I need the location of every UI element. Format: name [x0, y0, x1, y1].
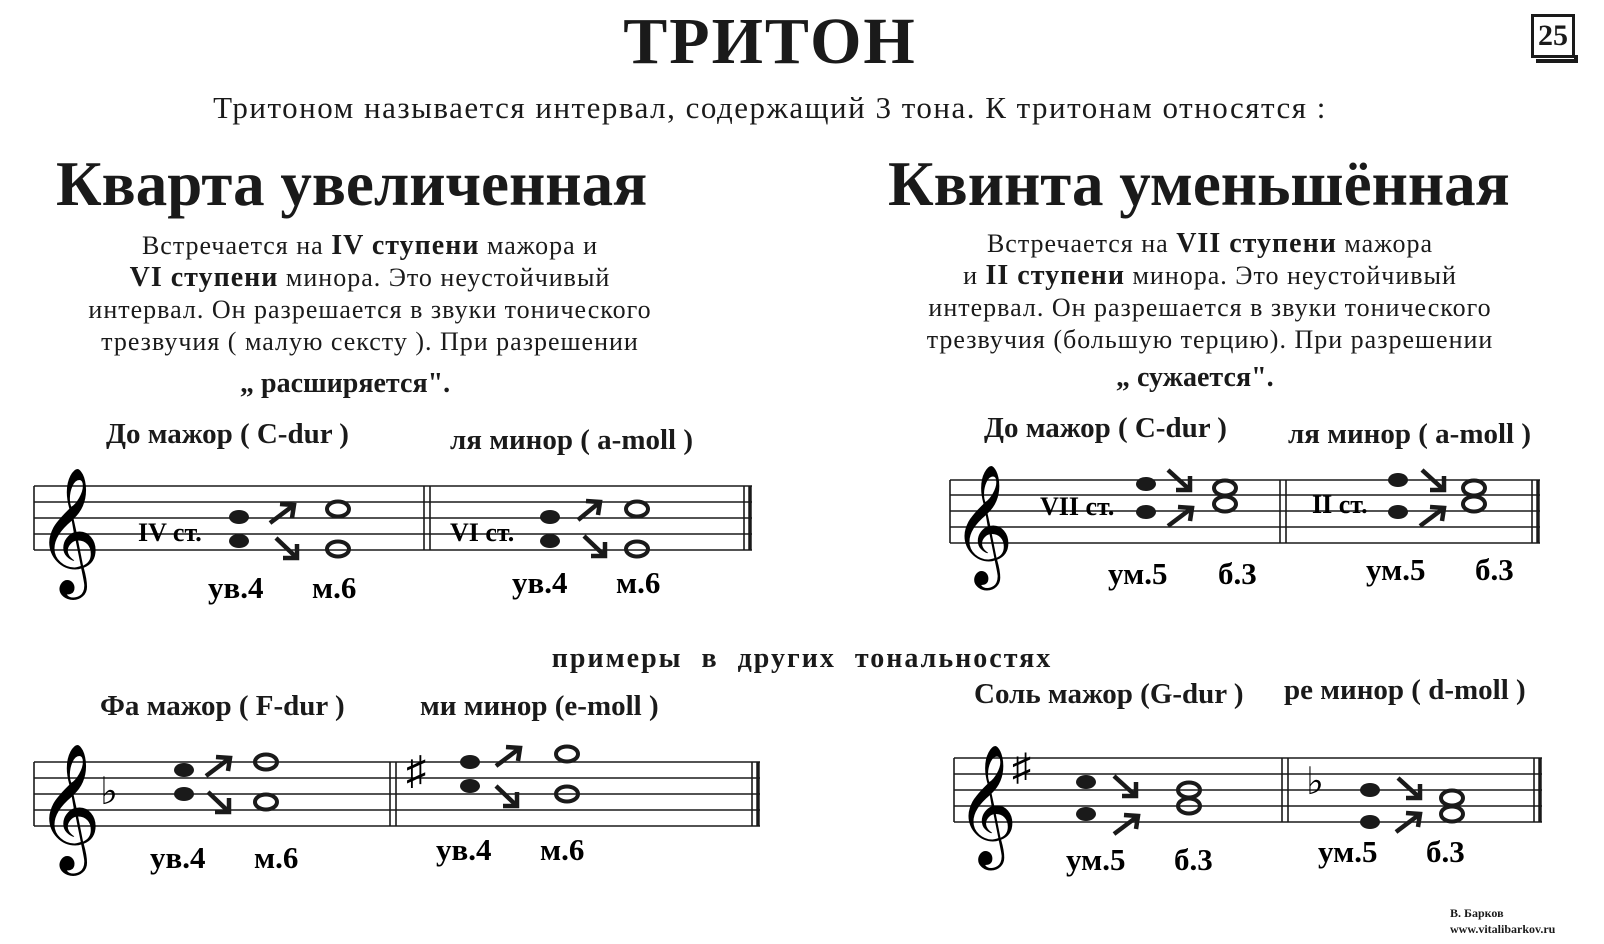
- whole-note: [327, 542, 349, 557]
- whole-note: [1214, 481, 1236, 496]
- whole-note: [1463, 497, 1485, 512]
- flat-icon: ♭: [1306, 761, 1324, 803]
- other-keys-heading: примеры в других тональностях: [551, 643, 1053, 674]
- whole-note: [1463, 481, 1485, 496]
- left-key-a-minor: ля минор ( a-moll ): [450, 424, 694, 456]
- whole-note: [626, 542, 648, 557]
- text-span: Встречается на: [141, 231, 332, 260]
- degree-label: VI ст.: [450, 518, 515, 547]
- right-desc-line-2: [880, 260, 1540, 292]
- note-head: [1076, 775, 1096, 789]
- flat-icon: ♭: [100, 771, 118, 813]
- note-head: [229, 534, 249, 548]
- interval-label: м.6: [312, 570, 357, 605]
- interval-label: б.3: [1475, 552, 1514, 587]
- whole-note: [1441, 791, 1463, 806]
- text-span: и: [963, 261, 986, 290]
- interval-label: ув.4: [512, 565, 568, 600]
- left-desc-line-1: [40, 230, 700, 262]
- whole-note: [626, 502, 648, 517]
- bold-span: II ступени: [985, 260, 1125, 291]
- left-description: [40, 230, 700, 358]
- arrow-up-right-icon: [496, 747, 520, 766]
- text-span: минора. Это неустойчивый: [1124, 261, 1457, 290]
- interval-label: м.6: [616, 565, 661, 600]
- text-span: мажора и: [479, 231, 599, 260]
- arrow-down-right-icon: [1398, 778, 1420, 798]
- right-key-c-major: До мажор ( C-dur ): [984, 412, 1227, 444]
- interval-label: ум.5: [1066, 842, 1126, 877]
- left-desc-line-4: трезвучия ( малую сексту ). При разрешении: [101, 327, 639, 356]
- arrow-up-right-icon: [1168, 507, 1192, 526]
- left-heading: Кварта увеличенная: [56, 149, 648, 219]
- right-heading: Квинта уменьшённая: [888, 149, 1510, 219]
- staff-aug4-c-a: [0, 450, 780, 610]
- bold-span: IV ступени: [331, 230, 480, 261]
- interval-label: б.3: [1174, 842, 1213, 877]
- credit-author: В. Барков: [1450, 906, 1504, 920]
- right-key-d-minor: ре минор ( d-moll ): [1284, 674, 1526, 706]
- text-span: Встречается на: [986, 229, 1177, 258]
- left-desc-line-2: [40, 262, 700, 294]
- degree-label: II ст.: [1312, 490, 1368, 519]
- arrow-down-right-icon: [208, 792, 229, 812]
- staff-dim5-g-d: [900, 720, 1560, 890]
- left-key-c-major: До мажор ( C-dur ): [106, 418, 349, 450]
- interval-label: ум.5: [1108, 556, 1168, 591]
- staff-dim5-c-a: [900, 450, 1560, 600]
- whole-note: [1214, 497, 1236, 512]
- whole-note: [327, 502, 349, 517]
- note-head: [460, 755, 480, 769]
- arrow-up-right-icon: [1114, 815, 1138, 834]
- left-desc-line-3: интервал. Он разрешается в звуки тонического: [88, 295, 652, 324]
- note-head: [1388, 505, 1408, 519]
- right-desc-line-4: трезвучия (большую терцию). При разрешении: [926, 325, 1494, 354]
- interval-label: б.3: [1426, 834, 1465, 869]
- right-emphasis: „ сужается".: [1116, 362, 1274, 393]
- text-span: минора. Это неустойчивый: [278, 263, 611, 292]
- treble-clef-icon: 𝄞: [36, 470, 102, 592]
- left-emphasis: „ расширяется".: [240, 368, 451, 399]
- arrow-down-right-icon: [496, 786, 517, 806]
- treble-clef-icon: 𝄞: [956, 748, 1018, 863]
- arrow-up-right-icon: [206, 757, 230, 776]
- arrow-down-right-icon: [1114, 776, 1136, 796]
- note-head: [540, 510, 560, 524]
- note-head: [174, 787, 194, 801]
- degree-label: IV ст.: [138, 518, 202, 547]
- whole-note: [1441, 807, 1463, 822]
- bold-span: VI ступени: [129, 262, 279, 293]
- right-desc-line-1: [880, 228, 1540, 260]
- interval-label: б.3: [1218, 556, 1257, 591]
- right-description: [880, 228, 1540, 356]
- note-head: [1388, 473, 1408, 487]
- note-head: [174, 763, 194, 777]
- note-head: [1136, 477, 1156, 491]
- bold-span: VII ступени: [1176, 228, 1337, 259]
- arrow-down-right-icon: [584, 536, 605, 556]
- interval-label: ум.5: [1318, 834, 1378, 869]
- note-head: [540, 534, 560, 548]
- note-head: [1076, 807, 1096, 821]
- arrow-down-right-icon: [276, 538, 297, 558]
- note-head: [1360, 783, 1380, 797]
- page-title: ТРИТОН: [623, 5, 917, 78]
- interval-label: ум.5: [1366, 552, 1426, 587]
- text-span: мажора: [1336, 229, 1434, 258]
- arrow-up-right-icon: [578, 501, 600, 520]
- treble-clef-icon: 𝄞: [36, 746, 102, 868]
- right-desc-line-3: интервал. Он разрешается в звуки тонического: [928, 293, 1492, 322]
- interval-label: м.6: [254, 840, 299, 875]
- left-key-f-major: Фа мажор ( F-dur ): [100, 690, 345, 722]
- arrow-up-right-icon: [1420, 507, 1444, 526]
- right-key-g-major: Соль мажор (G-dur ): [974, 678, 1244, 710]
- credit-site: www.vitalibarkov.ru: [1450, 922, 1556, 936]
- note-head: [229, 510, 249, 524]
- page-number-badge: 25: [1531, 14, 1575, 58]
- note-head: [460, 779, 480, 793]
- staff-aug4-f-e: [0, 720, 780, 880]
- page-number-badge-shadow: [1536, 55, 1578, 63]
- left-key-e-minor: ми минор (e-moll ): [420, 690, 659, 722]
- staff-lines: [34, 762, 760, 826]
- whole-note: [255, 795, 277, 810]
- treble-clef-icon: 𝄞: [952, 468, 1014, 583]
- intro-text: Тритоном называется интервал, содержащий 3 тона. К тритонам относятся :: [213, 90, 1327, 125]
- sharp-icon: ♯: [406, 748, 426, 793]
- note-head: [1136, 505, 1156, 519]
- whole-note: [556, 747, 578, 762]
- arrow-up-right-icon: [270, 504, 294, 523]
- interval-label: ув.4: [150, 840, 206, 875]
- sharp-icon: ♯: [1012, 747, 1031, 789]
- degree-label: VII ст.: [1040, 492, 1115, 521]
- right-key-a-minor: ля минор ( a-moll ): [1288, 418, 1532, 450]
- interval-label: м.6: [540, 832, 585, 867]
- interval-label: ув.4: [208, 570, 264, 605]
- note-head: [1360, 815, 1380, 829]
- staff-lines: [950, 480, 1540, 543]
- interval-label: ув.4: [436, 832, 492, 867]
